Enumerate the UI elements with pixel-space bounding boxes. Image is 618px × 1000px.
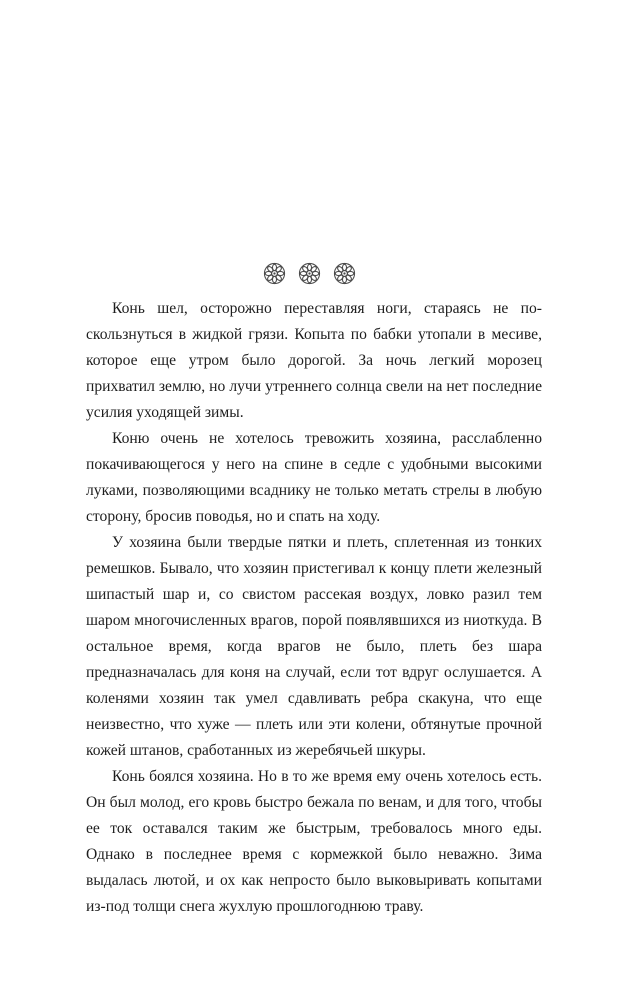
- rosette-icon: [263, 262, 286, 285]
- body-text: [86, 296, 542, 920]
- section-divider: [0, 262, 618, 285]
- paragraph: Конь шел, осторожно переставляя ноги, стараясь не поскользнуться в жидкой грязи. Копыта по бабки утопали в месиве, которое еще утром было дорогой. За ночь легкий морозец прихватил землю, но лучи утреннего солнца свели на нет последние усилия уходящей зимы.: [86, 300, 542, 421]
- paragraph: Конь боялся хозяина. Но в то же время ему очень хотелось есть. Он был молод, его кровь быстро бежала по венам, и для того, чтобы ее ток оставался таким же быстрым, требовалось много еды. Однако в последнее время с кормежкой было неважно. Зима выдалась лютой, и ох как непросто было выковыривать копытами из-под толщи снега жухлую прошлогоднюю траву.: [86, 768, 542, 915]
- rosette-icon: [298, 262, 321, 285]
- paragraph: Коню очень не хотелось тревожить хозяина, расслабленно покачивающегося у него на спине в седле с удобными высокими луками, позволяющими всаднику не только метать стрелы в любую сторону, бросив поводья, но и спать на ходу.: [86, 430, 542, 525]
- paragraph: У хозяина были твердые пятки и плеть, сплетенная из тонких ремешков. Бывало, что хозяин пристегивал к концу плети железный шипастый шар и, со свистом рассекая воздух, ловко разил тем шаром многочисленных врагов, порой появлявшихся из ниоткуда. В остальное время, когда врагов не было, плеть без шара предназначалась для коня на случай, если тот вдруг ослушается. А коленями хозяин так умел сдавливать ребра скакуна, что еще неизвестно, что хуже — плеть или эти колени, обтянутые прочной кожей штанов, сработанных из жеребячьей шкуры.: [86, 534, 542, 759]
- rosette-icon: [333, 262, 356, 285]
